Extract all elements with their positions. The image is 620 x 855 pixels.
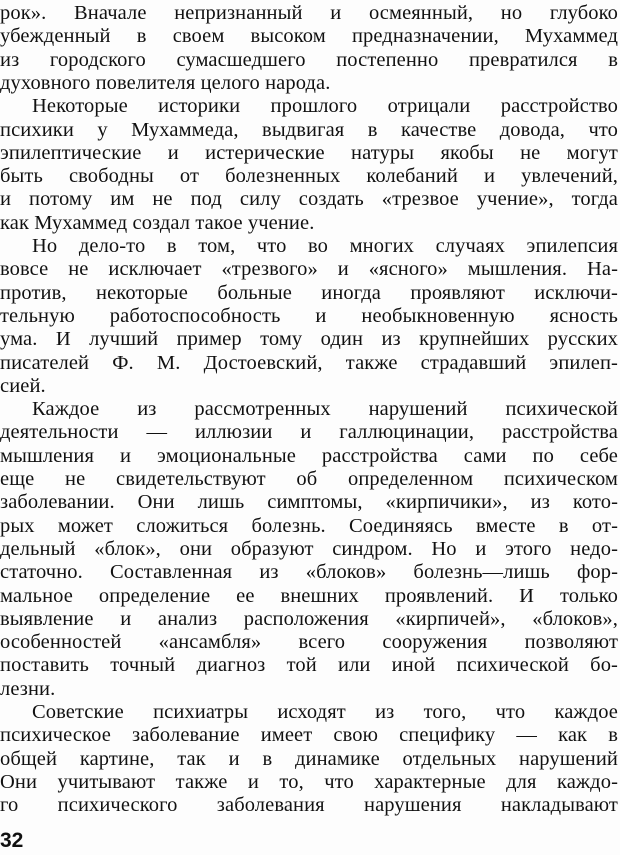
text-line: статочно. Составленная из «блоков» болезнь—лишь фор- xyxy=(0,561,618,584)
text-line: писателей Ф. М. Достоевский, также страдавший эпилеп- xyxy=(0,351,618,374)
text-line: убежденный в своем высоком предназначении, Мухаммед xyxy=(0,25,618,48)
text-line: из городского сумасшедшего постепенно превратился в xyxy=(0,48,618,71)
text-line: особенностей «ансамбля» всего сооружения позволяют xyxy=(0,631,618,654)
text-line: тельную работоспособность и необыкновенную ясность xyxy=(0,304,618,327)
text-line: ума. И лучший пример тому один из крупнейших русских xyxy=(0,328,618,351)
text-line: еще не свидетельствуют об определенном психическом xyxy=(0,468,618,490)
text-line: мышления и эмоциональные расстройства сами по себе xyxy=(0,444,618,467)
text-line: го психического заболевания нарушения накладывают xyxy=(0,794,618,817)
text-line: эпилептические и истерические натуры якобы не могут xyxy=(0,141,618,164)
text-line: общей картине, так и в динамике отдельных нарушений xyxy=(0,747,618,770)
text-line: против, некоторые больные иногда проявляют исключи- xyxy=(0,281,618,304)
text-line: психики у Мухаммеда, выдвигая в качестве довода, что xyxy=(0,118,618,141)
text-line: мальное определение ее внешних проявлений. И только xyxy=(0,584,618,607)
paragraph-first-line: Каждое из рассмотренных нарушений психической xyxy=(32,398,618,421)
paragraph-first-line: Советские психиатры исходят из того, что каждое xyxy=(32,701,618,723)
paragraph-first-line: Но дело-то в том, что во многих случаях эпилепсия xyxy=(32,235,618,257)
text-line: поставить точный диагноз той или иной психической бо- xyxy=(0,654,618,677)
text-line: деятельности — иллюзии и галлюцинации, расстройства xyxy=(0,421,618,444)
text-line: сией. xyxy=(0,374,46,397)
text-line: лезни. xyxy=(0,677,56,700)
paragraph-first-line: Некоторые историки прошлого отрицали расстройство xyxy=(32,95,618,118)
text-line: Они учитывают также и то, что характерные для каждо- xyxy=(0,770,618,793)
text-line: рых может сложиться болезнь. Соединяясь вместе в от- xyxy=(0,514,618,537)
text-line: психическое заболевание имеет свою специфику — как в xyxy=(0,724,618,747)
text-line: как Мухаммед создал такое учение. xyxy=(0,211,315,234)
text-line: дельный «блок», они образуют синдром. Но и этого недо- xyxy=(0,537,618,560)
text-line: духовного повелителя целого народа. xyxy=(0,71,331,94)
text-line: рок». Вначале непризнанный и осмеянный, но глубоко xyxy=(0,2,618,24)
text-line: вовсе не исключает «трезвого» и «ясного» мышления. На- xyxy=(0,258,618,281)
text-line: быть свободны от болезненных колебаний и увлечений, xyxy=(0,165,618,188)
text-line: заболевании. Они лишь симптомы, «кирпичики», из кото- xyxy=(0,491,618,514)
text-line: выявление и анализ расположения «кирпичей», «блоков», xyxy=(0,607,618,630)
page-number: 32 xyxy=(0,829,24,852)
text-line: и потому им не под силу создать «трезвое учение», тогда xyxy=(0,188,618,211)
